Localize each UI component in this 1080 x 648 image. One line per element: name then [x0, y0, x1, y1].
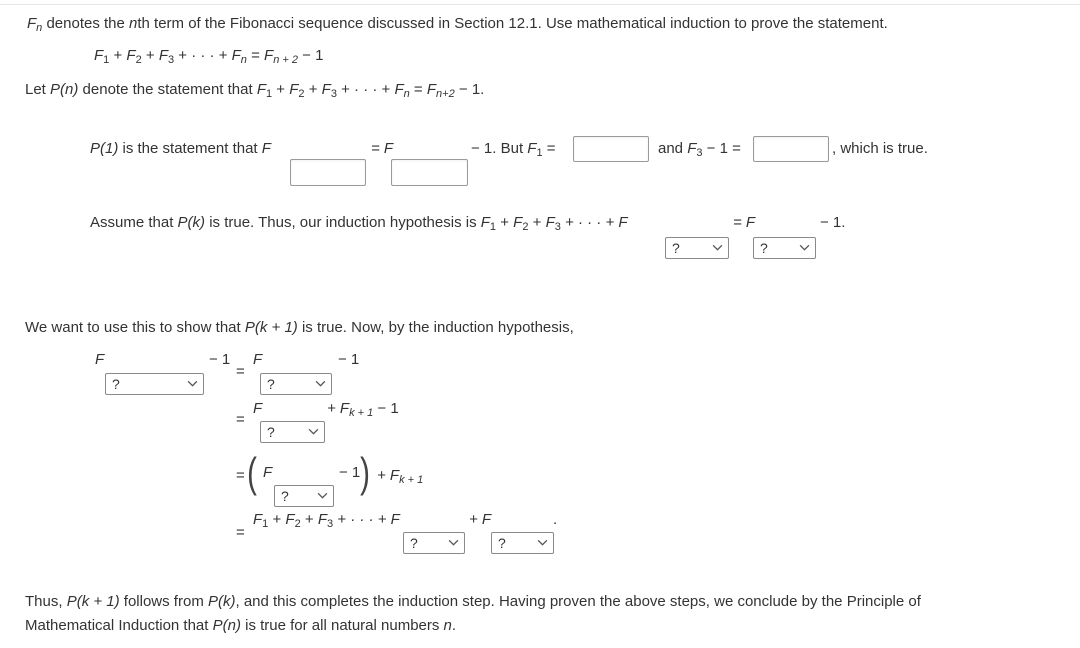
deriv-select-5[interactable] [403, 532, 465, 554]
select-placeholder: ? [281, 488, 289, 504]
select-placeholder: ? [498, 535, 506, 551]
hypothesis-subscript-select-2[interactable] [753, 237, 816, 259]
want-text: We want to use this to show that P(k + 1) is true. Now, by the induction hypothesis, [25, 319, 574, 336]
top-divider [0, 0, 1080, 5]
chevron-down-icon [448, 537, 459, 548]
statement-formula: $F_1 + F_2 + F_3$ + · · · + $F_n = F_{n + 2} - 1$ [94, 47, 324, 66]
deriv-l3-plus-fk1: + $F_{k + 1}$ [377, 467, 424, 486]
hypothesis-subscript-select-1[interactable] [665, 237, 729, 259]
select-placeholder: ? [760, 240, 768, 256]
p1-eq-f: = F [371, 140, 394, 157]
deriv-l1-rhs-f: F [253, 351, 263, 368]
deriv-l2-f: F [253, 400, 263, 417]
hypothesis-minus-one: − 1. [820, 214, 846, 231]
hypothesis-eq-f: = F [733, 214, 756, 231]
intro-text: $F_n$ denotes the nth term of the Fibonacci sequence discussed in Section 12.1. Use mathematical induction to prove the statement. [27, 15, 888, 34]
and-f3-text: and $F_3 - 1$ = [658, 140, 741, 159]
conclusion-line-1: Thus, P(k + 1) follows from P(k), and this completes the induction step. Having proven the above steps, we conclude by the Principle of [25, 593, 921, 610]
right-paren: ) [360, 449, 370, 496]
deriv-l4-plus-f: + F [469, 511, 492, 528]
deriv-select-4[interactable] [274, 485, 334, 507]
f1-value-input[interactable] [573, 136, 649, 162]
chevron-down-icon [315, 378, 326, 389]
select-placeholder: ? [112, 376, 120, 392]
chevron-down-icon [712, 242, 723, 253]
select-placeholder: ? [410, 535, 418, 551]
select-placeholder: ? [672, 240, 680, 256]
deriv-l2-plus-fk1: + $F_{k + 1} - 1$ [327, 400, 399, 419]
deriv-l3-minus1: − 1 [339, 464, 361, 481]
left-paren: ( [247, 449, 257, 496]
which-is-true: , which is true. [832, 140, 928, 157]
chevron-down-icon [187, 378, 198, 389]
deriv-select-3[interactable] [260, 421, 325, 443]
p1-subscript-input-2[interactable] [391, 159, 468, 186]
deriv-period: . [553, 511, 558, 528]
deriv-l1-rhs-minus1: − 1 [338, 351, 360, 368]
deriv-eq-4: = [236, 524, 245, 541]
conclusion-line-2: Mathematical Induction that P(n) is true for all natural numbers n. [25, 617, 457, 634]
p1-subscript-input-1[interactable] [290, 159, 366, 186]
select-placeholder: ? [267, 424, 275, 440]
deriv-l4-sum: $F_1 + F_2 + F_3$ + · · · + F [253, 511, 400, 530]
p1-text: P(1) is the statement that F [90, 140, 271, 157]
deriv-l1-f: F [95, 351, 105, 368]
let-statement: Let P(n) denote the statement that $F_1 + F_2 + F_3$ + · · · + $F_n = F_{n+2} - 1$. [25, 81, 485, 100]
deriv-select-2[interactable] [260, 373, 332, 395]
assume-text: Assume that P(k) is true. Thus, our induction hypothesis is $F_1 + F_2 + F_3$ + · · · + F [90, 214, 628, 233]
chevron-down-icon [308, 426, 319, 437]
select-placeholder: ? [267, 376, 275, 392]
chevron-down-icon [799, 242, 810, 253]
chevron-down-icon [317, 490, 328, 501]
f3-minus-one-input[interactable] [753, 136, 829, 162]
deriv-select-1[interactable] [105, 373, 204, 395]
p1-minus-one-but: − 1. But $F_1$ = [471, 140, 556, 159]
deriv-eq-1: = [236, 363, 245, 380]
deriv-eq-3: = [236, 467, 245, 484]
deriv-l3-f: F [263, 464, 273, 481]
deriv-eq-2: = [236, 411, 245, 428]
chevron-down-icon [537, 537, 548, 548]
deriv-l1-minus1: − 1 [209, 351, 231, 368]
deriv-select-6[interactable] [491, 532, 554, 554]
